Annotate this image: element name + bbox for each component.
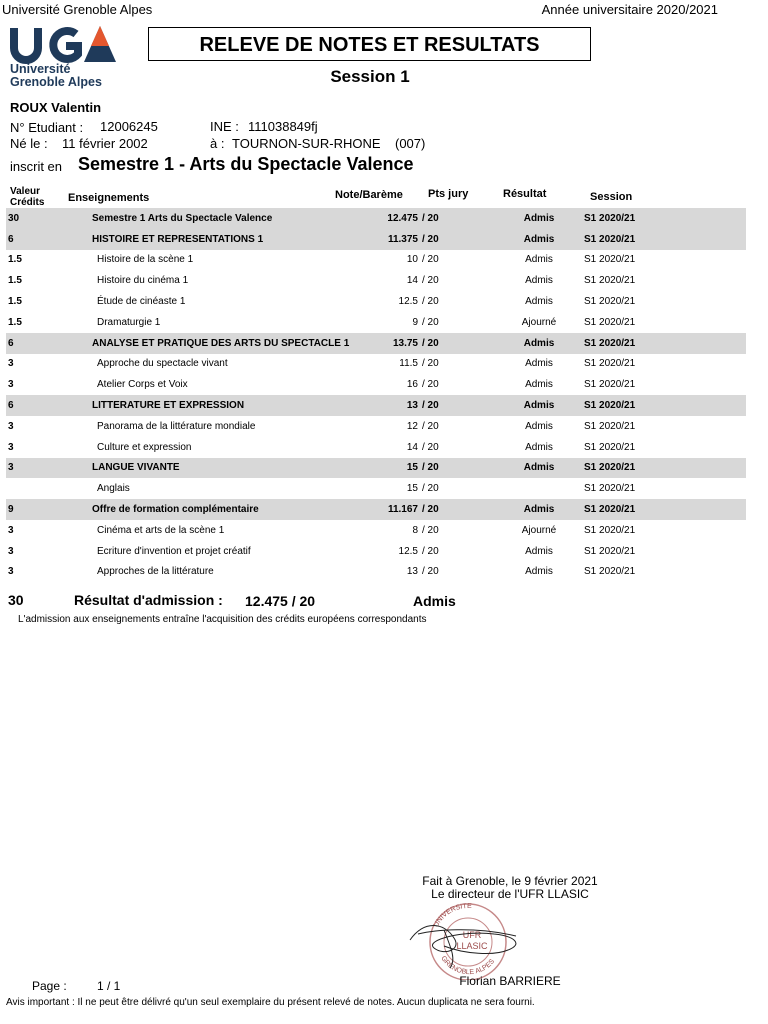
admission-label: Résultat d'admission : bbox=[74, 592, 223, 608]
col-courses: Enseignements bbox=[68, 192, 150, 204]
session-label: Session 1 bbox=[330, 67, 410, 86]
grade-cell: 14 bbox=[406, 275, 418, 287]
course-name-cell: Culture et expression bbox=[97, 441, 192, 453]
grade-cell: 11.5 bbox=[399, 358, 418, 370]
credits-cell: 3 bbox=[8, 441, 14, 453]
document-title: RELEVE DE NOTES ET RESULTATS bbox=[148, 27, 591, 61]
credits-cell: 3 bbox=[8, 566, 14, 578]
grade-cell: 16 bbox=[406, 379, 418, 391]
credits-cell: 3 bbox=[6, 458, 46, 479]
col-result: Résultat bbox=[503, 188, 547, 200]
credits-cell: 3 bbox=[8, 379, 14, 391]
course-row bbox=[6, 416, 746, 437]
col-credits-line2: Crédits bbox=[10, 197, 45, 208]
course-name-cell: Dramaturgie 1 bbox=[97, 316, 161, 328]
ine-label: INE : bbox=[210, 119, 239, 134]
birthplace-code: (007) bbox=[395, 136, 426, 151]
bareme-cell: / 20 bbox=[422, 483, 439, 495]
university-name: Université Grenoble Alpes bbox=[2, 2, 153, 17]
result-cell: Admis bbox=[525, 296, 553, 308]
credits-cell: 6 bbox=[6, 333, 46, 354]
course-name-cell: Panorama de la littérature mondiale bbox=[97, 420, 256, 432]
result-cell: Admis bbox=[525, 420, 553, 432]
result-cell: Admis bbox=[498, 499, 580, 520]
session-cell: S1 2020/21 bbox=[584, 254, 636, 266]
spacer-cell bbox=[358, 520, 376, 541]
result-cell: Admis bbox=[525, 441, 553, 453]
result-cell: Admis bbox=[525, 358, 553, 370]
grade-cell: 14 bbox=[406, 441, 418, 453]
session-cell: S1 2020/21 bbox=[584, 441, 636, 453]
result-cell: Admis bbox=[525, 379, 553, 391]
course-row bbox=[6, 541, 746, 562]
grade-cell: 13 bbox=[406, 566, 418, 578]
spacer-cell bbox=[358, 416, 376, 437]
course-group-row bbox=[6, 499, 746, 520]
bareme-cell: / 20 bbox=[422, 358, 439, 370]
bareme-cell: / 20 bbox=[422, 275, 439, 287]
session-cell: S1 2020/21 bbox=[580, 395, 746, 416]
grade-cell: 11.375 bbox=[376, 229, 418, 250]
important-notice: Avis important : Il ne peut être délivré qu'un seul exemplaire du présent relevé de notes. Aucun duplicata ne sera fourni. bbox=[6, 997, 535, 1008]
course-name-cell: Cinéma et arts de la scène 1 bbox=[97, 524, 225, 536]
course-group-row bbox=[6, 229, 746, 250]
course-row bbox=[6, 478, 746, 499]
course-name-cell: Semestre 1 Arts du Spectacle Valence bbox=[46, 208, 358, 229]
grades-table bbox=[6, 208, 746, 582]
credits-cell: 3 bbox=[8, 545, 14, 557]
session-cell: S1 2020/21 bbox=[584, 316, 636, 328]
bareme-cell: / 20 bbox=[422, 254, 439, 266]
col-session: Session bbox=[590, 191, 633, 203]
course-name-cell: LANGUE VIVANTE bbox=[46, 458, 358, 479]
course-name-cell: Histoire du cinéma 1 bbox=[97, 275, 189, 287]
credits-cell bbox=[6, 478, 46, 499]
logo-line1: Université bbox=[10, 62, 71, 76]
credits-cell: 3 bbox=[8, 524, 14, 536]
grade-cell: 15 bbox=[406, 483, 418, 495]
credits-cell: 30 bbox=[6, 208, 46, 229]
credits-cell: 6 bbox=[6, 229, 46, 250]
course-name-cell: Anglais bbox=[97, 483, 130, 495]
result-cell: Admis bbox=[525, 275, 553, 287]
course-name-cell: Approches de la littérature bbox=[97, 566, 214, 578]
spacer-cell bbox=[358, 499, 376, 520]
bareme-cell: / 20 bbox=[418, 208, 498, 229]
col-grade: Note/Barème bbox=[335, 189, 403, 201]
course-name-cell: Approche du spectacle vivant bbox=[97, 358, 228, 370]
session-cell: S1 2020/21 bbox=[580, 458, 746, 479]
bareme-cell: / 20 bbox=[422, 316, 439, 328]
credits-cell: 9 bbox=[6, 499, 46, 520]
course-group-row bbox=[6, 333, 746, 354]
signature-role: Le directeur de l'UFR LLASIC bbox=[431, 887, 589, 901]
col-credits-line1: Valeur bbox=[10, 186, 41, 197]
academic-year: Année universitaire 2020/2021 bbox=[541, 2, 718, 17]
bareme-cell: / 20 bbox=[422, 379, 439, 391]
result-cell: Admis bbox=[525, 254, 553, 266]
grade-cell: 10 bbox=[406, 254, 418, 266]
result-cell: Admis bbox=[525, 545, 553, 557]
stamp-text-ufr: UFR bbox=[462, 930, 482, 940]
student-name: ROUX Valentin bbox=[10, 100, 102, 115]
admission-grade: 12.475 / 20 bbox=[245, 593, 316, 609]
course-row bbox=[6, 437, 746, 458]
bareme-cell: / 20 bbox=[422, 566, 439, 578]
official-stamp bbox=[404, 900, 534, 980]
course-name-cell: Offre de formation complémentaire bbox=[46, 499, 358, 520]
course-name-cell: LITTERATURE ET EXPRESSION bbox=[46, 395, 358, 416]
session-cell: S1 2020/21 bbox=[584, 524, 636, 536]
session-cell: S1 2020/21 bbox=[584, 483, 636, 495]
result-cell: Ajourné bbox=[521, 524, 557, 536]
admission-note: L'admission aux enseignements entraîne l'acquisition des crédits européens correspondants bbox=[18, 614, 427, 625]
birthplace-label: à : bbox=[210, 136, 225, 151]
bareme-cell: / 20 bbox=[422, 545, 439, 557]
logo-u bbox=[14, 28, 38, 60]
spacer-cell bbox=[358, 250, 376, 271]
student-id-label: N° Etudiant : bbox=[10, 120, 84, 135]
stamp-text-top: UNIVERSITE bbox=[432, 902, 472, 929]
result-cell: Admis bbox=[498, 333, 580, 354]
spacer-cell bbox=[358, 395, 376, 416]
spacer-cell bbox=[358, 229, 376, 250]
grades-body bbox=[6, 208, 746, 582]
student-id-value: 12006245 bbox=[100, 119, 158, 134]
course-group-row bbox=[6, 395, 746, 416]
logo-g bbox=[53, 31, 78, 59]
bareme-cell: / 20 bbox=[422, 296, 439, 308]
course-row bbox=[6, 291, 746, 312]
result-cell: Admis bbox=[498, 208, 580, 229]
session-cell: S1 2020/21 bbox=[584, 275, 636, 287]
spacer-cell bbox=[358, 562, 376, 583]
spacer-cell bbox=[358, 312, 376, 333]
session-cell: S1 2020/21 bbox=[584, 358, 636, 370]
grade-cell: 13 bbox=[376, 395, 418, 416]
svg-text:UNIVERSITE bbox=[433, 903, 472, 929]
course-name-cell: Histoire de la scène 1 bbox=[97, 254, 194, 266]
bareme-cell: / 20 bbox=[418, 458, 498, 479]
result-cell bbox=[498, 478, 580, 499]
bareme-cell: / 20 bbox=[418, 499, 498, 520]
bareme-cell: / 20 bbox=[418, 333, 498, 354]
credits-cell: 3 bbox=[8, 420, 14, 432]
spacer-cell bbox=[358, 270, 376, 291]
program-name: Semestre 1 - Arts du Spectacle Valence bbox=[78, 154, 414, 174]
spacer-cell bbox=[358, 374, 376, 395]
session-cell: S1 2020/21 bbox=[584, 566, 636, 578]
spacer-cell bbox=[358, 208, 376, 229]
course-row bbox=[6, 354, 746, 375]
course-row bbox=[6, 250, 746, 271]
course-group-row bbox=[6, 458, 746, 479]
credits-cell: 1.5 bbox=[8, 275, 22, 287]
course-name-cell: HISTOIRE ET REPRESENTATIONS 1 bbox=[46, 229, 358, 250]
admission-result: Admis bbox=[413, 593, 456, 609]
stamp-text-bottom: GRENOBLE ALPES bbox=[439, 955, 497, 977]
bareme-cell: / 20 bbox=[418, 229, 498, 250]
result-cell: Ajourné bbox=[521, 316, 557, 328]
grade-cell: 15 bbox=[376, 458, 418, 479]
signatory-name: Florian BARRIERE bbox=[459, 974, 561, 988]
logo-a bbox=[84, 26, 116, 62]
result-cell: Admis bbox=[498, 458, 580, 479]
page-number: 1 / 1 bbox=[97, 979, 121, 993]
enrolled-label: inscrit en bbox=[10, 159, 63, 174]
credits-cell: 1.5 bbox=[8, 254, 22, 266]
spacer-cell bbox=[358, 541, 376, 562]
session-cell: S1 2020/21 bbox=[584, 420, 636, 432]
bareme-cell: / 20 bbox=[422, 441, 439, 453]
birth-date: 11 février 2002 bbox=[62, 136, 148, 151]
grade-cell: 9 bbox=[412, 316, 418, 328]
logo-line2: Grenoble Alpes bbox=[10, 75, 102, 89]
col-jury: Pts jury bbox=[428, 188, 469, 200]
credits-cell: 3 bbox=[8, 358, 14, 370]
course-name-cell: Étude de cinéaste 1 bbox=[97, 296, 186, 308]
grade-cell: 12.475 bbox=[376, 208, 418, 229]
spacer-cell bbox=[358, 437, 376, 458]
grade-cell: 11.167 bbox=[376, 499, 418, 520]
session-cell: S1 2020/21 bbox=[584, 545, 636, 557]
result-cell: Admis bbox=[525, 566, 553, 578]
spacer-cell bbox=[358, 354, 376, 375]
grade-cell: 8 bbox=[412, 524, 418, 536]
session-cell: S1 2020/21 bbox=[580, 499, 746, 520]
grade-cell: 12.5 bbox=[398, 545, 418, 557]
session-cell: S1 2020/21 bbox=[584, 296, 636, 308]
session-cell: S1 2020/21 bbox=[580, 208, 746, 229]
course-name-cell: ANALYSE ET PRATIQUE DES ARTS DU SPECTACLE 1 bbox=[46, 333, 358, 354]
total-credits: 30 bbox=[8, 592, 24, 608]
birth-label: Né le : bbox=[10, 136, 48, 151]
bareme-cell: / 20 bbox=[418, 395, 498, 416]
ine-value: 111038849fj bbox=[248, 119, 318, 134]
session-cell: S1 2020/21 bbox=[584, 379, 636, 391]
course-row bbox=[6, 270, 746, 291]
page-label: Page : bbox=[32, 979, 67, 993]
course-name-cell: Ecriture d'invention et projet créatif bbox=[97, 545, 251, 557]
grade-cell: 12.5 bbox=[398, 296, 418, 308]
course-row bbox=[6, 374, 746, 395]
spacer-cell bbox=[358, 458, 376, 479]
course-group-row bbox=[6, 208, 746, 229]
birthplace-value: TOURNON-SUR-RHONE bbox=[232, 136, 381, 151]
grade-cell: 13.75 bbox=[376, 333, 418, 354]
signature-place-date: Fait à Grenoble, le 9 février 2021 bbox=[422, 874, 598, 888]
course-name-cell: Atelier Corps et Voix bbox=[97, 379, 188, 391]
session-cell: S1 2020/21 bbox=[580, 333, 746, 354]
result-cell: Admis bbox=[498, 395, 580, 416]
course-row bbox=[6, 562, 746, 583]
spacer-cell bbox=[358, 478, 376, 499]
session-cell: S1 2020/21 bbox=[580, 229, 746, 250]
credits-cell: 1.5 bbox=[8, 316, 22, 328]
stamp-text-llasic: LLASIC bbox=[456, 941, 488, 951]
grade-cell: 12 bbox=[406, 420, 418, 432]
course-row bbox=[6, 520, 746, 541]
course-row bbox=[6, 312, 746, 333]
credits-cell: 6 bbox=[6, 395, 46, 416]
spacer-cell bbox=[358, 333, 376, 354]
spacer-cell bbox=[358, 291, 376, 312]
result-cell: Admis bbox=[498, 229, 580, 250]
bareme-cell: / 20 bbox=[422, 420, 439, 432]
bareme-cell: / 20 bbox=[422, 524, 439, 536]
credits-cell: 1.5 bbox=[8, 296, 22, 308]
